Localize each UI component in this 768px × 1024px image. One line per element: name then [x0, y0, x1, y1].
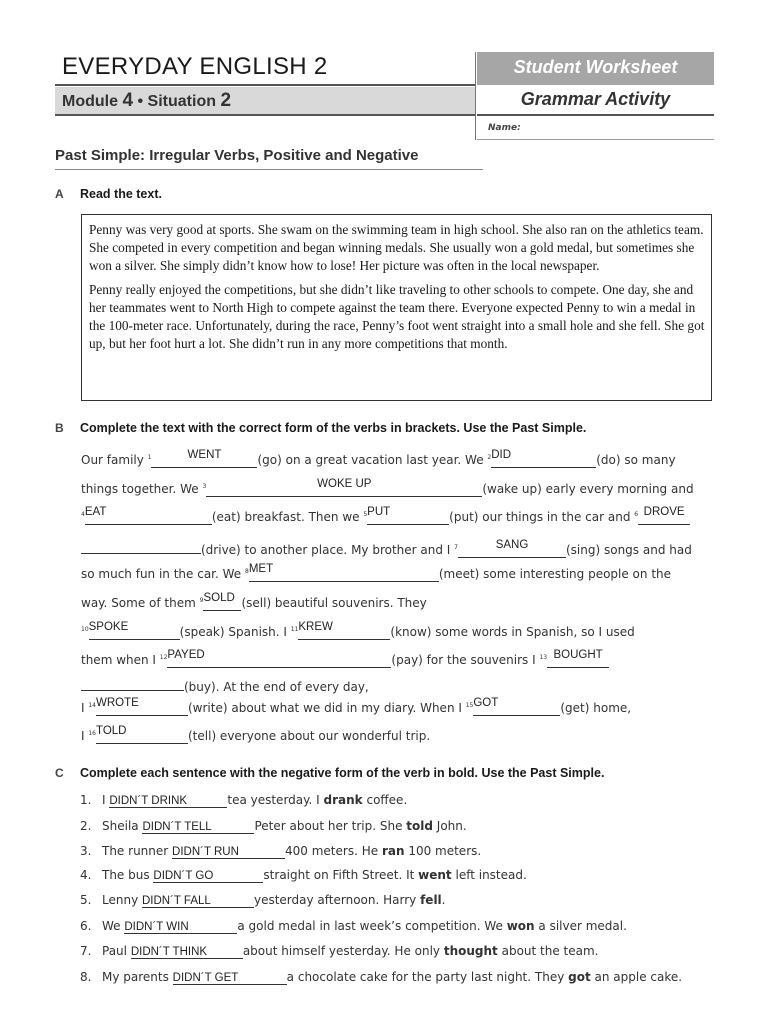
- fill-line: [81, 563, 672, 582]
- text: them when I: [81, 653, 160, 667]
- section-a-instruction: Read the text.: [80, 187, 162, 201]
- answer-blank[interactable]: DIDN´T GO: [153, 870, 263, 883]
- name-label: Name:: [488, 123, 521, 133]
- text: (tell) everyone about our wonderful trip.: [188, 729, 431, 743]
- fill-line: [81, 676, 369, 694]
- sentence-item: [80, 793, 407, 808]
- grammar-activity-label: Grammar Activity: [520, 89, 671, 109]
- sentence-text: We: [102, 919, 125, 933]
- heading-underline: [55, 169, 483, 170]
- sentence-item: [80, 868, 527, 883]
- blank-number: 5: [363, 511, 368, 518]
- text: (sing) songs and had: [565, 543, 692, 557]
- text: way. Some of them: [81, 596, 200, 610]
- sentence-text: a silver medal.: [534, 919, 627, 933]
- sentence-text: Lenny: [102, 893, 142, 907]
- answer-blank[interactable]: [88, 621, 180, 640]
- bold-verb: thought: [443, 944, 498, 958]
- text: (go) on a great vacation last year. We: [257, 453, 488, 467]
- sentence-item: [80, 944, 599, 959]
- answer-text: BOUGHT: [553, 649, 603, 661]
- sentence-text: a chocolate cake for the party last night. They: [286, 970, 569, 984]
- blank-number: 14: [88, 702, 96, 709]
- text: (speak) Spanish. I: [179, 625, 291, 639]
- title-divider: [55, 84, 475, 86]
- text: (know) some words in Spanish, so I used: [390, 625, 635, 639]
- item-number: 7.: [80, 944, 92, 958]
- student-worksheet-banner: [477, 52, 714, 85]
- sentence-text: 100 meters.: [404, 844, 482, 858]
- text: (buy). At the end of every day,: [184, 680, 369, 694]
- text: (pay) for the souvenirs I: [391, 653, 540, 667]
- bold-verb: won: [506, 919, 535, 933]
- answer-blank[interactable]: [84, 506, 212, 525]
- answer-blank[interactable]: [458, 539, 566, 558]
- text: I: [81, 729, 89, 743]
- answer-blank[interactable]: [248, 563, 439, 582]
- bold-verb: got: [568, 970, 591, 984]
- sentence-text: yesterday afternoon. Harry: [253, 893, 421, 907]
- module-number: 4: [122, 90, 134, 111]
- section-c-letter: C: [55, 766, 64, 780]
- module-situation-label: [62, 90, 231, 112]
- blank-number: 13: [539, 654, 548, 661]
- bold-verb: drank: [323, 793, 363, 807]
- sentence-text: John.: [432, 819, 467, 833]
- fill-line: [81, 478, 694, 497]
- sentence-text: about himself yesterday. He only: [242, 944, 444, 958]
- answer-blank[interactable]: [547, 649, 609, 668]
- answer-blank[interactable]: [96, 725, 188, 744]
- answer-text: MET: [248, 563, 274, 575]
- situation-number: 2: [220, 90, 232, 111]
- answer-blank[interactable]: DIDN´T THINK: [131, 946, 243, 959]
- sentence-text: .: [441, 893, 446, 907]
- answer-text: SANG: [495, 539, 529, 551]
- text: things together. We: [81, 482, 203, 496]
- text: Our family: [81, 453, 148, 467]
- item-number: 2.: [80, 819, 92, 833]
- answer-blank[interactable]: [473, 697, 560, 716]
- answer-text: SOLD: [203, 592, 235, 604]
- answer-blank[interactable]: [206, 478, 482, 497]
- text: I: [81, 701, 89, 715]
- text: (get) home,: [560, 701, 632, 715]
- answer-text: TOLD: [96, 725, 127, 737]
- answer-blank[interactable]: [203, 592, 241, 611]
- blank-number: 6: [634, 511, 639, 518]
- blank-number: 9: [199, 597, 204, 604]
- name-field[interactable]: [477, 139, 714, 140]
- student-worksheet-label: Student Worksheet: [513, 57, 678, 77]
- blank-number: 7: [454, 544, 458, 551]
- reading-paragraph: Penny was very good at sports. She swam on the swimming team in high school. She also ran on the athletics team. She competed in every competition and began winning medals. She usually won a gold medal, but sometimes she won a silver. She simply didn’t know how to lose! Her picture was often in the local newspaper.: [89, 222, 704, 274]
- sentence-text: left instead.: [451, 868, 527, 882]
- answer-blank[interactable]: [96, 697, 188, 716]
- section-a-letter: A: [55, 187, 64, 201]
- answer-text: WOKE UP: [317, 478, 372, 490]
- sentence-text: a gold medal in last week’s competition. We: [237, 919, 507, 933]
- answer-text: GOT: [473, 697, 499, 709]
- fill-line: [81, 592, 427, 611]
- fill-line: [81, 539, 692, 558]
- answer-blank[interactable]: DIDN´T RUN: [172, 846, 285, 859]
- bold-verb: told: [406, 819, 433, 833]
- answer-text: PUT: [367, 506, 391, 518]
- header-vertical-divider: [475, 52, 476, 140]
- module-bar: [55, 87, 475, 116]
- blank-number: 3: [202, 483, 207, 490]
- sentence-text: The bus: [102, 868, 154, 882]
- text: (sell) beautiful souvenirs. They: [241, 596, 427, 610]
- item-number: 4.: [80, 868, 92, 882]
- fill-line: [81, 697, 632, 716]
- answer-blank[interactable]: DIDN´T FALL: [142, 895, 254, 908]
- sentence-text: Peter about her trip. She: [254, 819, 407, 833]
- section-c-instruction: Complete each sentence with the negative form of the verb in bold. Use the Past Simple.: [80, 766, 605, 780]
- sentence-text: 400 meters. He: [285, 844, 382, 858]
- answer-blank[interactable]: [491, 449, 596, 468]
- text: (drive) to another place. My brother and I: [201, 543, 455, 557]
- answer-blank[interactable]: [298, 621, 390, 640]
- sentence-item: [80, 970, 682, 985]
- answer-text: DROVE: [643, 506, 685, 518]
- item-number: 6.: [80, 919, 92, 933]
- text: (write) about what we did in my diary. When I: [188, 701, 466, 715]
- worksheet-title: EVERYDAY ENGLISH 2: [62, 53, 328, 80]
- sentence-text: Sheila: [102, 819, 143, 833]
- answer-text: WENT: [187, 449, 222, 461]
- answer-text: DID: [491, 449, 512, 461]
- sentence-item: [80, 919, 627, 934]
- sentence-item: [80, 819, 467, 834]
- answer-blank[interactable]: [367, 506, 449, 525]
- reading-text-box: [81, 214, 712, 401]
- fill-line: [81, 725, 431, 744]
- bold-verb: went: [418, 868, 452, 882]
- answer-blank-continued[interactable]: [81, 539, 201, 554]
- answer-blank[interactable]: [167, 649, 391, 668]
- fill-line: [81, 621, 635, 640]
- blank-number: 8: [245, 568, 249, 575]
- text: (eat) breakfast. Then we: [211, 510, 364, 524]
- bullet: •: [137, 93, 144, 110]
- answer-blank[interactable]: DIDN´T TELL: [142, 821, 254, 834]
- blank-number: 1: [147, 454, 152, 461]
- fill-line: [81, 506, 690, 525]
- bold-verb: fell: [420, 893, 442, 907]
- blank-number: 11: [290, 626, 299, 633]
- blank-number: 16: [88, 730, 96, 737]
- bold-verb: ran: [381, 844, 405, 858]
- blank-number: 4: [81, 511, 85, 518]
- blank-number: 15: [465, 702, 474, 709]
- answer-text: EAT: [84, 506, 107, 518]
- blank-number: 2: [487, 454, 492, 461]
- sentence-text: straight on Fifth Street. It: [263, 868, 419, 882]
- answer-text: WROTE: [96, 697, 139, 709]
- answer-text: SPOKE: [88, 621, 129, 633]
- blank-number: 10: [81, 626, 89, 633]
- answer-blank-continued[interactable]: [81, 676, 184, 691]
- text: (put) our things in the car and: [449, 510, 635, 524]
- text: (do) so many: [596, 453, 676, 467]
- item-number: 3.: [80, 844, 92, 858]
- module-label: Module: [62, 93, 118, 110]
- reading-paragraph: Penny really enjoyed the competitions, but she didn’t like traveling to other schools to compete. One day, she and her teammates went to North High to compete against the team there. Everyone expected Penny to win a medal in the 100-meter race. Unfortunately, during the race, Penny’s foot went straight into a small hole and she fell. She got up, but her foot hurt a lot. She didn’t run in any more competitions that month.: [89, 281, 705, 352]
- sentence-text: Paul: [102, 944, 131, 958]
- sentence-text: an apple cake.: [590, 970, 683, 984]
- sentence-text: tea yesterday. I: [227, 793, 324, 807]
- answer-blank[interactable]: DIDN´T GET: [173, 972, 287, 985]
- sentence-text: about the team.: [497, 944, 599, 958]
- fill-line: [81, 449, 676, 468]
- item-number: 8.: [80, 970, 92, 984]
- fill-line: [81, 649, 609, 668]
- sentence-text: The runner: [102, 844, 173, 858]
- item-number: 1.: [80, 793, 92, 807]
- section-b-instruction: Complete the text with the correct form of the verbs in brackets. Use the Past Simple.: [80, 421, 587, 435]
- sentence-item: [80, 844, 481, 859]
- situation-label: Situation: [147, 93, 216, 110]
- sentence-item: [80, 893, 446, 908]
- answer-text: PAYED: [167, 649, 205, 661]
- answer-blank[interactable]: DIDN´T DRINK: [109, 795, 227, 808]
- sentence-text: coffee.: [362, 793, 408, 807]
- sentence-text: My parents: [102, 970, 173, 984]
- item-number: 5.: [80, 893, 92, 907]
- text: (meet) some interesting people on the: [438, 567, 672, 581]
- answer-blank[interactable]: [151, 449, 257, 468]
- answer-blank[interactable]: [638, 506, 690, 525]
- blank-number: 12: [159, 654, 168, 661]
- grammar-activity-divider: [477, 114, 714, 116]
- sentence-text: I: [102, 793, 110, 807]
- answer-text: KREW: [298, 621, 333, 633]
- text: (wake up) early every morning and: [482, 482, 694, 496]
- text: so much fun in the car. We: [81, 567, 246, 581]
- section-b-letter: B: [55, 421, 64, 435]
- answer-blank[interactable]: DIDN´T WIN: [124, 921, 237, 934]
- page-heading: Past Simple: Irregular Verbs, Positive and Negative: [55, 147, 419, 164]
